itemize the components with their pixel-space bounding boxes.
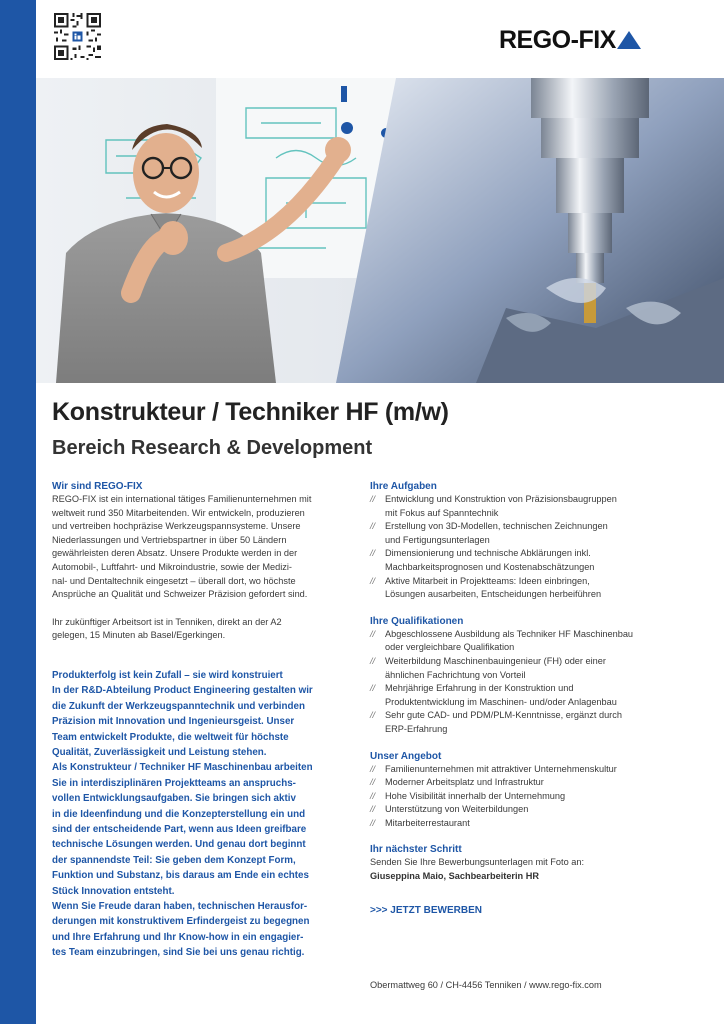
about-heading: Wir sind REGO-FIX (52, 481, 143, 492)
footer-address: Obermattweg 60 / CH-4456 Tenniken / www.rego-fix.com (370, 980, 602, 990)
offer-heading: Unser Angebot (370, 750, 442, 762)
list-item: // Unterstützung von Weiterbildungen (370, 804, 529, 815)
logo-triangle-icon (617, 29, 641, 51)
tasks-heading: Ihre Aufgaben (370, 481, 437, 492)
apply-now-link[interactable]: >>> JETZT BEWERBEN (370, 904, 482, 916)
contact-person: Giuseppina Maio, Sachbearbeiterin HR (370, 871, 539, 882)
qualifications-list (370, 628, 670, 737)
qr-code-linkedin-icon[interactable] (52, 11, 103, 62)
list-item: // Entwicklung und Konstruktion von Präzisionsbaugruppen mit Fokus auf Spanntechnik (370, 494, 617, 518)
list-item: // Familienunternehmen mit attraktiver Unternehmenskultur (370, 763, 617, 774)
left-accent-bar (0, 0, 36, 1024)
list-item: // Hohe Visibilität innerhalb der Unternehmung (370, 790, 566, 801)
location-text: Ihr zukünftiger Arbeitsort ist in Tenniken, direkt an der A2 gelegen, 15 Minuten ab Basel/Egerkingen. (52, 616, 282, 641)
next-step-text: Senden Sie Ihre Bewerbungsunterlagen mit Foto an: (370, 857, 584, 868)
job-subtitle: Bereich Research & Development (52, 437, 373, 459)
list-item: // Abgeschlossene Ausbildung als Techniker HF Maschinenbau oder vergleichbare Qualifikation (370, 628, 634, 653)
list-item: // Weiterbildung Maschinenbauingenieur (FH) oder einer ähnlichen Fachrichtung von Vorteil (370, 655, 606, 680)
list-item: // Mitarbeiterrestaurant (370, 817, 470, 828)
offer-list (370, 763, 670, 831)
left-column (52, 480, 352, 961)
qualifications-heading: Ihre Qualifikationen (370, 615, 464, 627)
list-item: // Erstellung von 3D-Modellen, technischen Zeichnungen und Fertigungsunterlagen (370, 521, 608, 545)
rego-fix-logo (499, 26, 641, 54)
intro-text: Produkterfolg ist kein Zufall – sie wird konstruiert In der R&D-Abteilung Product Engineering gestalten wir die Zukunft der Werkzeugspanntechnik und verbinden Präzision mit Innovation und Ingenieursgeist. Unser Team entwickelt Produkte, die weltweit für höchste Qualität, Zuverlässigkeit und Leistung stehen. Als Konstrukteur / Techniker HF Maschinenbau arbeiten Sie in interdisziplinären Projektteams an anspruchs- vollen Entwicklungsaufgaben. Sie bringen sich aktiv in die Ideenfindung und die Konzepterstellung ein und sind der entscheidende Part, wenn aus Ideen greifbare technische Lösungen werden. Und genau dort beginnt der spannendste Teil: Sie geben dem Konzept Form, Funktion und Substanz, bis daraus am Ende ein echtes Stück Innovation entsteht. Wenn Sie Freude daran haben, technischen Herausfor- derungen mit konstruktivem Erfindergeist zu begegnen und Ihre Erfahrung und Ihr Know-how in ein engagier- tes Team einzubringen, sind Sie bei uns genau richtig. (52, 669, 313, 959)
tasks-list (370, 493, 670, 602)
about-text: REGO-FIX ist ein international tätiges Familienunternehmen mit weltweit rund 350 Mitarbeitenden. Wir entwickeln, produzieren und vertreiben hochpräzise Werkzeugspannsysteme. Unsere Niederlassungen und Vertriebspartner in über 50 Ländern gewährleisten deren Absatz. Unsere Produkte werden in der Automobil-, Luftfahrt- und Mikroindustrie, sowie der Medizi- nal- und Dentaltechnik eingesetzt – überall dort, wo höchste Ansprüche an Qualität und Schweizer Präzision gefordert sind. (52, 494, 312, 600)
right-column (370, 480, 670, 917)
header-photo (36, 78, 724, 383)
list-item: // Dimensionierung und technische Abklärungen inkl. Machbarkeitsprognosen und Kostenabschätzungen (370, 548, 595, 572)
list-item: // Sehr gute CAD- und PDM/PLM-Kenntnisse, ergänzt durch ERP-Erfahrung (370, 710, 622, 734)
job-title: Konstrukteur / Techniker HF (m/w) (52, 398, 449, 426)
next-step-heading: Ihr nächster Schritt (370, 844, 462, 856)
list-item: // Mehrjährige Erfahrung in der Konstruktion und Produktentwicklung im Maschinen- und/oder Anlagenbau (370, 683, 617, 707)
logo-text: REGO-FIX (499, 25, 616, 54)
list-item: // Moderner Arbeitsplatz und Infrastruktur (370, 777, 544, 788)
list-item: // Aktive Mitarbeit in Projektteams: Ideen einbringen, Lösungen ausarbeiten, Entscheidungen herbeiführen (370, 575, 602, 600)
